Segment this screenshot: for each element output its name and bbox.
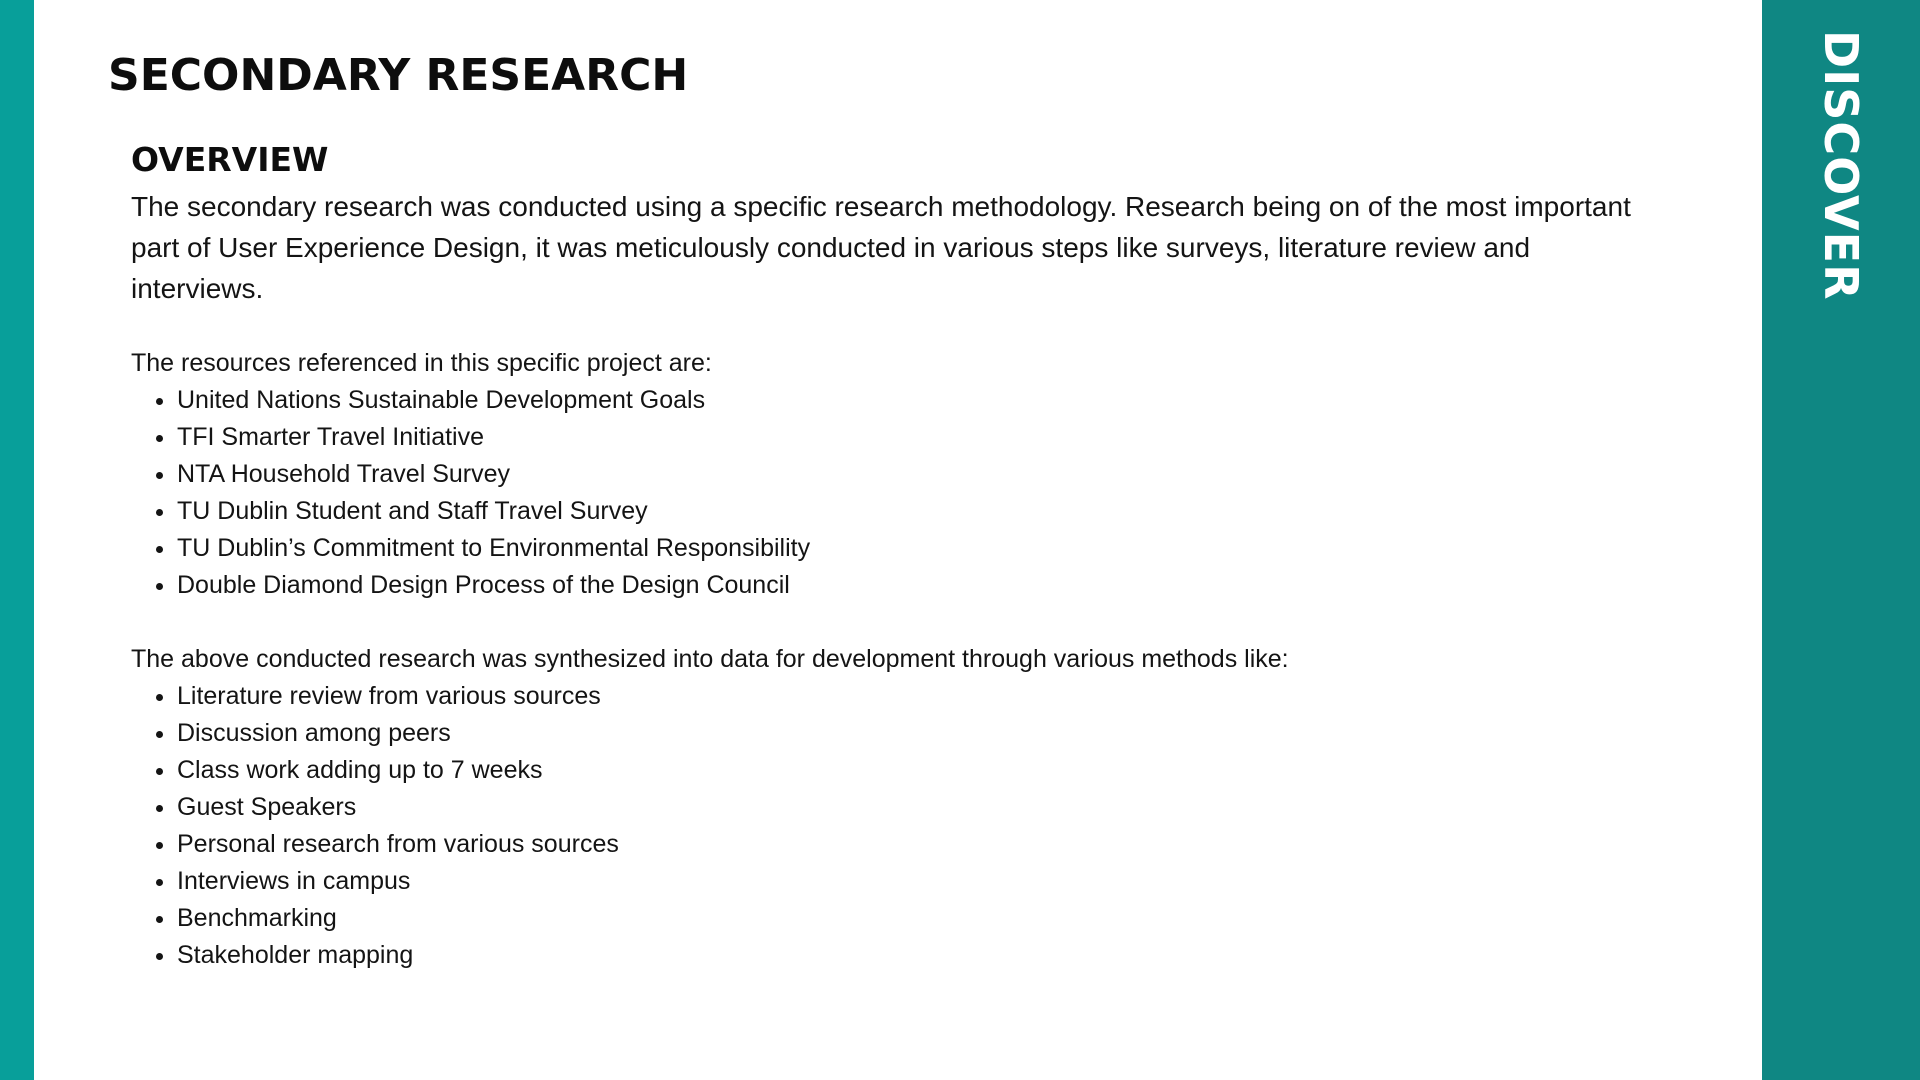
list-item: • Benchmarking <box>177 900 1631 937</box>
list-item: • Personal research from various sources <box>177 826 1631 863</box>
list-item: • Discussion among peers <box>177 715 1631 752</box>
list-item: • United Nations Sustainable Development Goals <box>177 382 1631 419</box>
list-item: • Class work adding up to 7 weeks <box>177 752 1631 789</box>
section-label: DISCOVER <box>1814 30 1868 301</box>
overview-heading: OVERVIEW <box>131 140 329 179</box>
methods-list <box>131 678 1631 974</box>
list-item: • Literature review from various sources <box>177 678 1631 715</box>
methods-intro: The above conducted research was synthesized into data for development through various methods like: <box>131 645 1289 673</box>
list-item: • TFI Smarter Travel Initiative <box>177 419 1631 456</box>
page-title: SECONDARY RESEARCH <box>108 50 689 101</box>
list-item: • Stakeholder mapping <box>177 937 1631 974</box>
list-item: • NTA Household Travel Survey <box>177 456 1631 493</box>
content-area <box>131 140 1631 974</box>
list-item: • TU Dublin Student and Staff Travel Survey <box>177 493 1631 530</box>
resources-intro: The resources referenced in this specific project are: <box>131 349 712 377</box>
list-item: • Double Diamond Design Process of the Design Council <box>177 567 1631 604</box>
list-item: • TU Dublin’s Commitment to Environmental Responsibility <box>177 530 1631 567</box>
list-item: • Interviews in campus <box>177 863 1631 900</box>
resources-list <box>131 382 1631 604</box>
left-accent-strip <box>0 0 34 1080</box>
list-item: • Guest Speakers <box>177 789 1631 826</box>
overview-text: The secondary research was conducted using a specific research methodology. Research being on of the most important part of User Experience Design, it was meticulously conducted in various steps like surveys, literature review and interviews. <box>131 191 1631 304</box>
